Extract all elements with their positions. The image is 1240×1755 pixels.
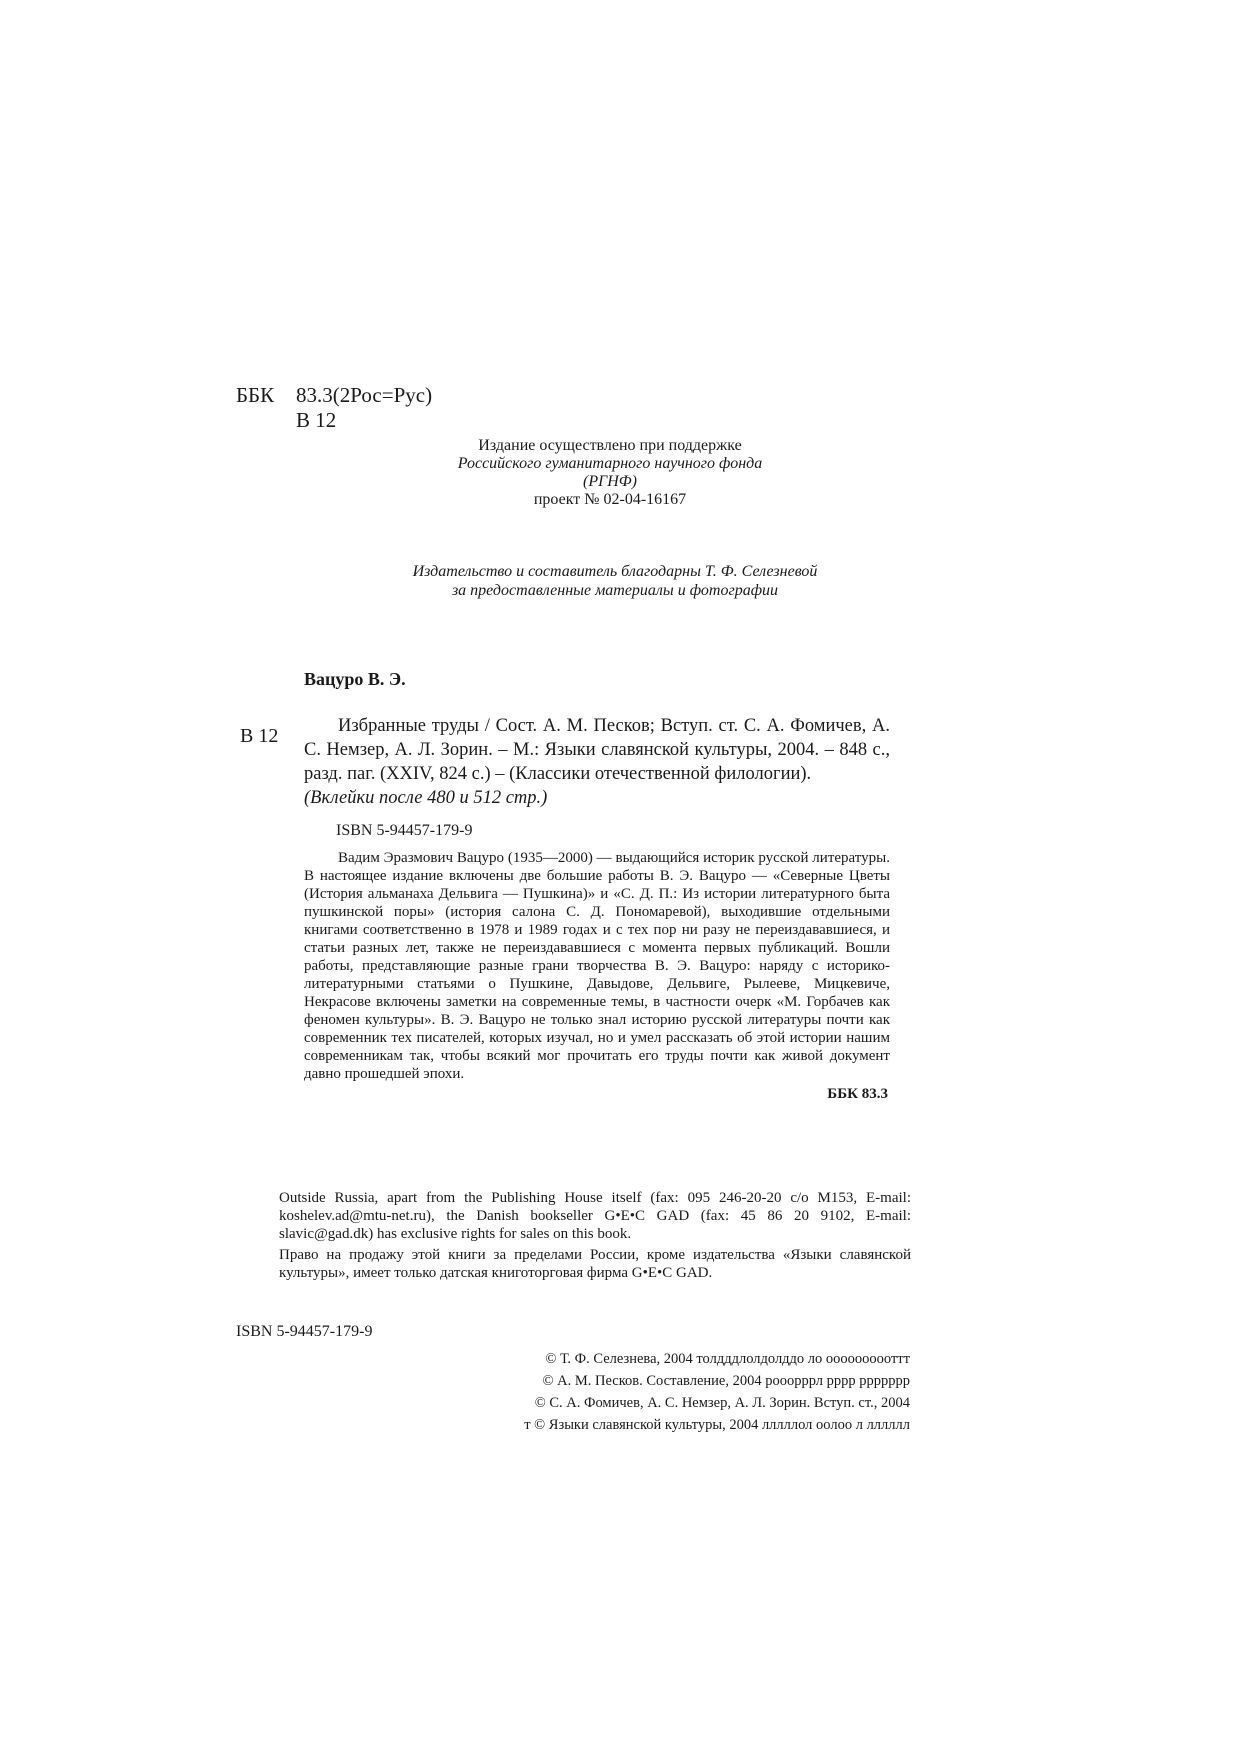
catalog-description-main: Избранные труды / Сост. А. М. Песков; Вступ. ст. С. А. Фомичев, А. С. Немзер, А. Л. Зорин. – М.: Языки славянской культуры, 2004. – 848 с., разд. паг. (XXIV, 824 с.) – (Классики отечественной филологии).	[304, 716, 890, 784]
catalog-code: В 12	[240, 725, 279, 747]
catalog-author: Вацуро В. Э.	[304, 669, 406, 689]
bbk-bottom: ББК 83.3	[827, 1086, 888, 1102]
copyright-line: © С. А. Фомичев, А. С. Немзер, А. Л. Зорин. Вступ. ст., 2004	[534, 1395, 910, 1411]
annotation: Вадим Эразмович Вацуро (1935—2000) — выдающийся историк русской литературы. В настоящее издание включены две большие работы В. Э. Вацуро — «Северные Цветы (История альманаха Дельвига — Пушкина)» и «С. Д. П.: Из истории литературного быта пушкинской поры» (история салона С. Д. Пономаревой), выходившие отдельными книгами соответственно в 1978 и 1989 годах и с тех пор ни разу не переиздававшиеся, и статьи разных лет, также не переиздававшиеся с момента первых публикаций. Вошли работы, представляющие разные грани творчества В. Э. Вацуро: наряду с историко-литературными статьями о Пушкине, Давыдове, Дельвиге, Рылееве, Мицкевиче, Некрасове включены заметки на современные темы, в частности очерк «М. Горбачев как феномен культуры». В. Э. Вацуро не только знал историю русской литературы почти как современник тех писателей, которых изучал, но и умел рассказать об этой истории нашим современникам так, чтобы всякий мог прочитать его труды почти как живой документ давно прошедшей эпохи.	[304, 850, 890, 1082]
acknowledgements-line: Издательство и составитель благодарны Т. Ф. Селезневой	[412, 563, 818, 580]
rights-russian: Право на продажу этой книги за пределами России, кроме издательства «Языки славянской культуры», имеет только датская книготорговая фирма G•E•C GAD.	[279, 1247, 911, 1281]
bbk-code: 83.3(2Рос=Рус)	[296, 383, 433, 407]
catalog-description-note: (Вклейки после 480 и 512 стр.)	[304, 788, 548, 808]
rights-english: Outside Russia, apart from the Publishing House itself (fax: 095 246-20-20 c/o M153, E-mail: koshelev.ad@mtu-net.ru), the Danish bookseller G•E•C GAD (fax: 45 86 20 9102, E-mail: slavic@gad.dk) has exclusive rights for sales on this book.	[279, 1190, 911, 1242]
author-mark: В 12	[296, 408, 337, 432]
copyright-line: © А. М. Песков. Составление, 2004 рооорррл рррр ррррррр	[542, 1373, 910, 1389]
copyright-line: т © Языки славянской культуры, 2004 лллллол оолоо л лллллл	[524, 1417, 910, 1433]
copyright-list	[460, 1348, 910, 1436]
bbk-label: ББК	[236, 383, 275, 407]
catalog-description	[304, 714, 890, 810]
copyright-line: © Т. Ф. Селезнева, 2004 толдддлолдолддо ло оооооооооттт	[545, 1351, 910, 1367]
support-line: Издание осуществлено при поддержке	[478, 437, 742, 454]
support-project: проект № 02-04-16167	[533, 491, 687, 508]
support-foundation: Российского гуманитарного научного фонда	[457, 455, 763, 472]
support-notice	[400, 437, 820, 509]
acknowledgements	[330, 562, 900, 600]
support-abbreviation: (РГНФ)	[583, 473, 637, 490]
footer-isbn: ISBN 5-94457-179-9	[236, 1323, 373, 1340]
bbk-classification	[236, 382, 432, 408]
acknowledgements-line: за предоставленные материалы и фотографии	[451, 582, 779, 599]
catalog-isbn: ISBN 5-94457-179-9	[336, 822, 473, 839]
